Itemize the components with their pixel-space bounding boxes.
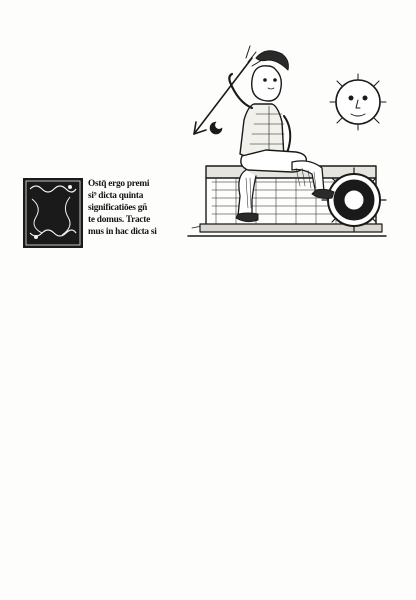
beside-initial-line: te domus. Tracte [88, 215, 151, 225]
woodcut-illustration [186, 28, 391, 242]
beside-initial-line: significatiōes gñ [88, 203, 148, 213]
beside-initial-line: Ostq̄ ergo premi [88, 179, 150, 189]
beside-initial-line: mus in hac dicta si [88, 227, 157, 237]
beside-initial-line: si⁹ dicta quinta [88, 191, 144, 201]
decorated-initial-p [22, 177, 84, 249]
